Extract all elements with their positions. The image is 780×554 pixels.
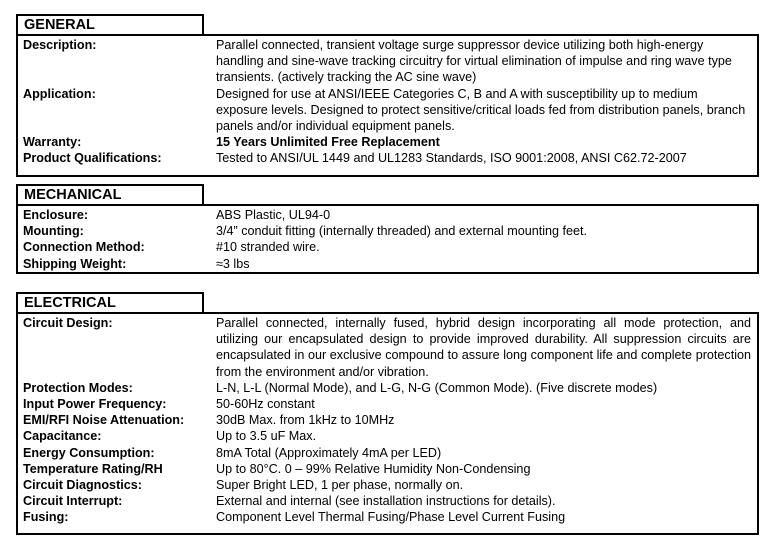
spec-label: EMI/RFI Noise Attenuation: (23, 413, 185, 428)
spec-row-fusing (23, 509, 751, 525)
spec-label: Enclosure: (23, 208, 89, 222)
spec-label: Mounting: (23, 224, 84, 239)
spec-row-description (23, 37, 751, 86)
spec-value: 8mA Total (Approximately 4mA per LED) (216, 445, 442, 460)
spec-row-circuit-interrupt (23, 493, 751, 509)
spec-value: External and internal (see installation instructions for details). (216, 494, 556, 509)
spec-label: Circuit Interrupt: (23, 494, 123, 509)
spec-row-enclosure (23, 207, 751, 223)
spec-row-energy-consumption (23, 445, 751, 461)
spec-label: Shipping Weight: (23, 256, 127, 271)
spec-label: Input Power Frequency: (23, 397, 167, 412)
spec-value: #10 stranded wire. (216, 240, 320, 255)
general-table (16, 34, 759, 177)
spec-row-application (23, 86, 751, 135)
spec-label: Circuit Design: (23, 316, 113, 330)
spec-value: 30dB Max. from 1kHz to 10MHz (216, 413, 395, 428)
spec-row-warranty (23, 134, 751, 150)
spec-label: Warranty: (23, 135, 82, 150)
spec-value: ≈3 lbs (216, 256, 250, 271)
spec-row-product-qualifications (23, 150, 751, 166)
mechanical-table (16, 204, 759, 274)
spec-label: Circuit Diagnostics: (23, 478, 142, 493)
spec-label: Temperature Rating/RH (23, 461, 163, 476)
spec-value: Parallel connected, transient voltage surge suppressor device utilizing both high-energy handling and sine-wave tracking circuitry for virtual elimination of impulse and ring wave type transients. (actively tracking the AC sine wave) (216, 38, 732, 85)
spec-value: Component Level Thermal Fusing/Phase Level Current Fusing (216, 510, 566, 525)
spec-row-emi-rfi-noise-attenuation (23, 412, 751, 428)
spec-label: Connection Method: (23, 240, 145, 255)
spec-row-protection-modes (23, 380, 751, 396)
spec-value: Up to 80°C. 0 – 99% Relative Humidity Non-Condensing (216, 461, 531, 476)
spec-row-connection-method (23, 239, 751, 255)
spec-value: 3/4” conduit fitting (internally threaded) and external mounting feet. (216, 224, 588, 239)
spec-row-circuit-diagnostics (23, 477, 751, 493)
spec-label: Energy Consumption: (23, 445, 155, 460)
spec-value: ABS Plastic, UL94-0 (216, 208, 331, 222)
mechanical-section-title: MECHANICAL (16, 184, 204, 204)
spec-value: Up to 3.5 uF Max. (216, 429, 317, 444)
spec-row-shipping-weight (23, 256, 751, 272)
spec-value: Super Bright LED, 1 per phase, normally on. (216, 478, 464, 493)
spec-value: Parallel connected, internally fused, hybrid design incorporating all mode protection, and utilizing our encapsulated design to provide improved durability. All suppression circuits are encapsulated in our exclusive compound to assure long component life and complete protection from the environment and/or vibration. (216, 316, 751, 379)
spec-row-mounting (23, 223, 751, 239)
spec-value: 50-60Hz constant (216, 397, 315, 412)
general-section-title: GENERAL (16, 14, 204, 34)
electrical-table (16, 312, 759, 535)
spec-row-capacitance (23, 428, 751, 444)
spec-value: 15 Years Unlimited Free Replacement (216, 135, 440, 150)
spec-row-circuit-design (23, 315, 751, 380)
spec-label: Fusing: (23, 510, 69, 525)
spec-label: Application: (23, 86, 96, 101)
spec-label: Protection Modes: (23, 380, 133, 395)
spec-value: Tested to ANSI/UL 1449 and UL1283 Standards, ISO 9001:2008, ANSI C62.72-2007 (216, 151, 687, 166)
spec-row-temperature-rating (23, 461, 751, 477)
spec-label: Product Qualifications: (23, 151, 162, 166)
electrical-section-title: ELECTRICAL (16, 292, 204, 312)
spec-value: Designed for use at ANSI/IEEE Categories C, B and A with susceptibility up to medium exposure levels. Designed to protect sensitive/critical loads fed from distribution panels, branch panels and/or individual equipment panels. (216, 86, 746, 134)
spec-label: Description: (23, 38, 97, 52)
spec-value: L-N, L-L (Normal Mode), and L-G, N-G (Common Mode). (Five discrete modes) (216, 380, 658, 395)
spec-label: Capacitance: (23, 429, 102, 444)
spec-row-input-power-frequency (23, 396, 751, 412)
